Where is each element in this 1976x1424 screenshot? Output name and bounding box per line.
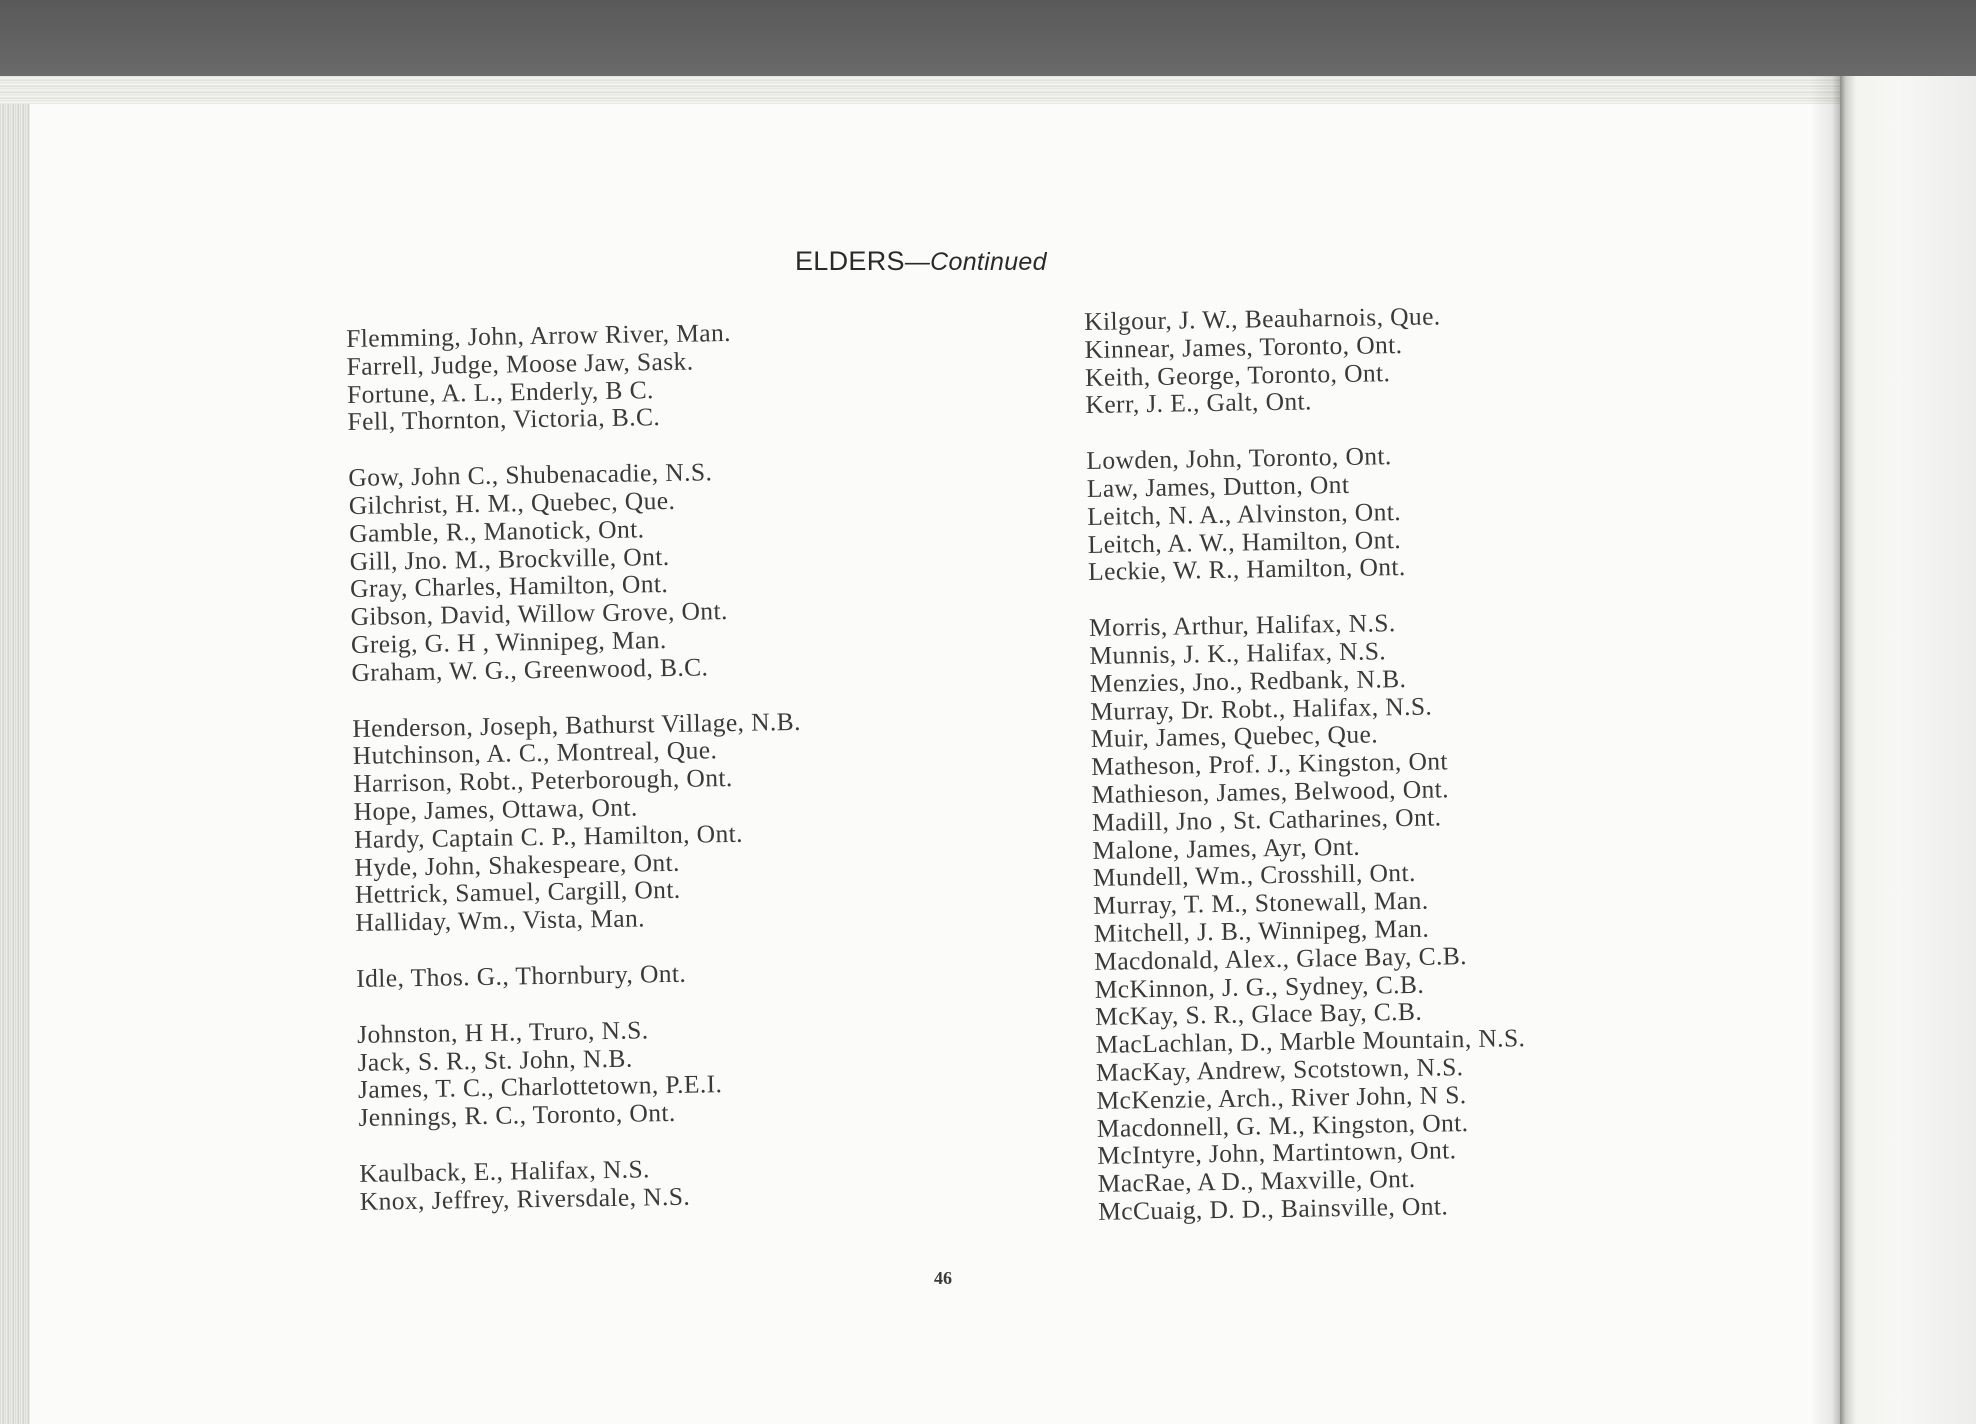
elder-entry: Hyde, John, Shakespeare, Ont. [354,847,681,882]
elder-entry: Idle, Thos. G., Thornbury, Ont. [356,958,687,993]
elder-entry: Fell, Thornton, Victoria, B.C. [347,402,661,437]
entry-group [359,1153,808,1216]
page-number: 46 [934,1268,952,1288]
elder-entry: Madill, Jno , St. Catharines, Ont. [1091,802,1442,837]
left-page [0,76,1976,1424]
elder-entry: Jack, S. R., St. John, N.B. [357,1043,633,1077]
elder-entry: McCuaig, D. D., Bainsville, Ont. [1097,1191,1449,1226]
right-column-list [1084,301,1529,1253]
entry-group [1086,440,1518,586]
page-heading [795,246,1047,277]
elder-entry: Gamble, R., Manotick, Ont. [349,514,645,548]
elder-entry: Hardy, Captain C. P., Hamilton, Ont. [353,818,744,854]
elder-entry: Mitchell, J. B., Winnipeg, Man. [1093,913,1430,948]
entry-group [356,958,805,993]
elder-entry: Murray, T. M., Stonewall, Man. [1093,885,1429,921]
elder-entry: Law, James, Dutton, Ont [1086,469,1350,503]
elder-entry: Jennings, R. C., Toronto, Ont. [358,1098,676,1133]
entry-group [1089,607,1528,1225]
elder-entry: Halliday, Wm., Vista, Man. [355,903,646,938]
entry-group [352,707,804,936]
elder-entry: Mathieson, James, Belwood, Ont. [1091,774,1450,809]
elder-entry: Leckie, W. R., Hamilton, Ont. [1087,552,1406,587]
elder-entry: McKay, S. R., Glace Bay, C.B. [1094,997,1423,1032]
elder-entry: Fortune, A. L., Enderly, B C. [346,374,654,409]
elder-entry: Greig, G. H , Winnipeg, Man. [350,624,667,659]
elder-entry: Gray, Charles, Hamilton, Ont. [349,569,669,604]
heading-continued: —Continued [904,248,1047,276]
page-stack-edge-left [0,76,30,1424]
elder-entry: Malone, James, Ayr, Ont. [1092,831,1361,865]
elder-entry: Knox, Jeffrey, Riversdale, N.S. [359,1181,691,1216]
elder-entry: Morris, Arthur, Halifax, N.S. [1088,608,1396,643]
elder-entry: McKinnon, J. G., Sydney, C.B. [1094,969,1425,1004]
heading-main: ELDERS [795,246,905,276]
elder-entry: Gow, John C., Shubenacadie, N.S. [348,457,713,493]
left-column-list [346,318,809,1243]
elder-entry: Gibson, David, Willow Grove, Ont. [350,596,728,632]
elder-entry: Hope, James, Ottawa, Ont. [353,792,638,826]
elder-entry: Leitch, A. W., Hamilton, Ont. [1087,524,1402,559]
elder-entry: Kaulback, E., Halifax, N.S. [359,1154,651,1188]
elder-entry: Muir, James, Quebec, Que. [1090,719,1379,754]
elder-entry: Kerr, J. E., Galt, Ont. [1085,386,1313,420]
elder-entry: Gilchrist, H. M., Quebec, Que. [348,485,676,520]
elder-entry: Macdonald, Alex., Glace Bay, C.B. [1094,940,1468,976]
entry-group [357,1014,807,1132]
elder-entry: Menzies, Jno., Redbank, N.B. [1089,663,1407,698]
binding-gutter [1810,76,1840,1424]
elder-entry: Keith, George, Toronto, Ont. [1084,357,1391,392]
elder-entry: MacLachlan, D., Marble Mountain, N.S. [1095,1023,1526,1060]
elder-entry: Leitch, N. A., Alvinston, Ont. [1087,496,1402,531]
elder-entry: Johnston, H H., Truro, N.S. [356,1015,649,1049]
elder-entry: Mundell, Wm., Crosshill, Ont. [1092,858,1416,893]
entry-group [1084,301,1515,419]
elder-entry: Hutchinson, A. C., Montreal, Que. [352,735,718,771]
elder-entry: McIntyre, John, Martintown, Ont. [1097,1135,1457,1171]
elder-entry: Harrison, Robt., Peterborough, Ont. [352,763,733,799]
page-stack-edge-top [0,76,1840,104]
elder-entry: Hettrick, Samuel, Cargill, Ont. [354,875,681,910]
elder-entry: Murray, Dr. Robt., Halifax, N.S. [1090,691,1433,726]
elder-entry: MacKay, Andrew, Scotstown, N.S. [1095,1052,1464,1087]
elder-entry: Kinnear, James, Toronto, Ont. [1084,329,1403,364]
elder-entry: James, T. C., Charlottetown, P.E.I. [357,1069,723,1105]
elder-entry: MacRae, A D., Maxville, Ont. [1097,1164,1416,1198]
elder-entry: Gill, Jno. M., Brockville, Ont. [349,541,670,576]
elder-entry: Henderson, Joseph, Bathurst Village, N.B. [352,706,802,743]
elder-entry: Flemming, John, Arrow River, Man. [345,317,732,353]
elder-entry: Lowden, John, Toronto, Ont. [1086,441,1392,476]
right-page-edge [1840,76,1976,1424]
elder-entry: Munnis, J. K., Halifax, N.S. [1089,636,1387,670]
elder-entry: Matheson, Prof. J., Kingston, Ont [1090,746,1449,782]
elder-entry: Kilgour, J. W., Beauharnois, Que. [1083,301,1441,336]
elder-entry: Farrell, Judge, Moose Jaw, Sask. [346,346,694,381]
elder-entry: Macdonnell, G. M., Kingston, Ont. [1096,1107,1469,1143]
entry-group [348,457,800,686]
elder-entry: Graham, W. G., Greenwood, B.C. [351,652,709,687]
elder-entry: McKenzie, Arch., River John, N S. [1096,1079,1467,1115]
entry-group [346,318,796,436]
